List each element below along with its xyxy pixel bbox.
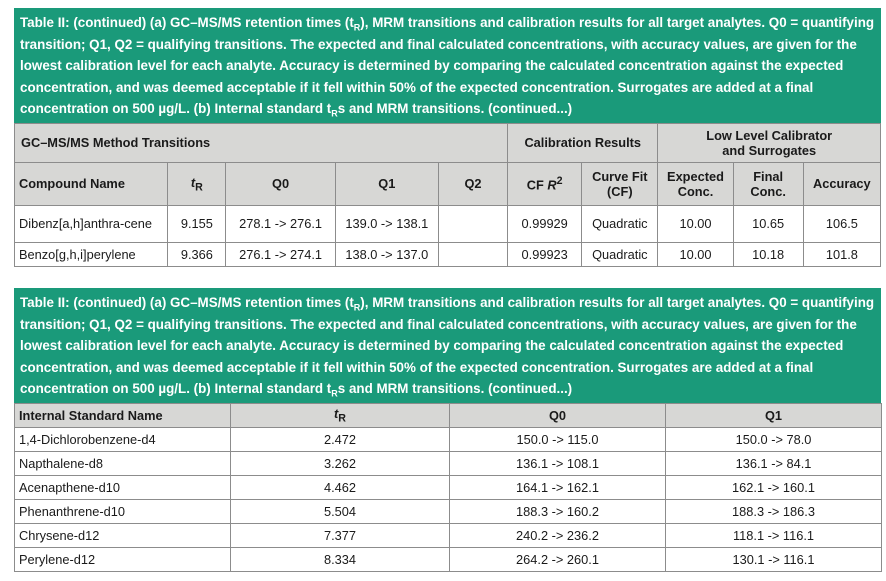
cell-accuracy: 106.5	[803, 205, 880, 242]
col-header-cf-r2: CF $R^2$	[508, 162, 582, 205]
cell-cf-r2: 0.99923	[508, 242, 582, 266]
col-header-final: Final Conc.	[733, 162, 803, 205]
cell-q2	[438, 205, 507, 242]
col-header-tr: $t_R$	[168, 162, 226, 205]
table-row	[15, 205, 881, 242]
cell-tr: 8.334	[231, 547, 450, 571]
table-b-caption: Table II: (continued) (a) GC–MS/MS retention times $(t_R)$, MRM transitions and calibration results for all target analytes. Q0 = quantifying transition; Q1, Q2 = qualifying transitions. The expected and final calculated concentrations, with accuracy values, are given for the lowest calibration level for each analyte. Accuracy is determined by comparing the calculated concentration against the expected concentration, and was deemed acceptable if it fell within 50% of the expected concentration. Surrogates are added at a final concentration on 500 µg/L. (b) Internal standard $t_Rs$ and MRM transitions. (continued...)	[14, 288, 881, 403]
cell-is-name: Acenapthene-d10	[15, 475, 231, 499]
group-header-calibration: Calibration Results	[508, 123, 658, 162]
table-b-grid	[14, 403, 882, 572]
col-header-compound: Compound Name	[15, 162, 168, 205]
col-header-is-name: Internal Standard Name	[15, 403, 231, 427]
group-header-method: GC–MS/MS Method Transitions	[15, 123, 508, 162]
cell-is-name: Phenanthrene-d10	[15, 499, 231, 523]
cell-q0: 188.3 -> 160.2	[450, 499, 666, 523]
cell-is-name: 1,4-Dichlorobenzene-d4	[15, 427, 231, 451]
col-header-accuracy: Accuracy	[803, 162, 880, 205]
table-a-caption: Table II: (continued) (a) GC–MS/MS retention times $(t_R)$, MRM transitions and calibration results for all target analytes. Q0 = quantifying transition; Q1, Q2 = qualifying transitions. The expected and final calculated concentrations, with accuracy values, are given for the lowest calibration level for each analyte. Accuracy is determined by comparing the calculated concentration against the expected concentration, and was deemed acceptable if it fell within 50% of the expected concentration. Surrogates are added at a final concentration on 500 µg/L. (b) Internal standard $t_Rs$ and MRM transitions. (continued...)	[14, 8, 881, 123]
table-a-grid	[14, 123, 881, 267]
cell-q1: 118.1 -> 116.1	[666, 523, 882, 547]
cell-q1: 150.0 -> 78.0	[666, 427, 882, 451]
table-a	[14, 8, 881, 267]
cell-q0: 278.1 -> 276.1	[226, 205, 335, 242]
table-row	[15, 499, 882, 523]
cell-tr: 9.366	[168, 242, 226, 266]
cell-is-name: Chrysene-d12	[15, 523, 231, 547]
col-header-q1: Q1	[335, 162, 438, 205]
cell-q0: 264.2 -> 260.1	[450, 547, 666, 571]
table-row	[15, 547, 882, 571]
cell-q0: 136.1 -> 108.1	[450, 451, 666, 475]
cell-q0: 150.0 -> 115.0	[450, 427, 666, 451]
cell-compound: Benzo[g,h,i]perylene	[15, 242, 168, 266]
cell-final: 10.65	[733, 205, 803, 242]
table-row	[15, 427, 882, 451]
cell-tr: 5.504	[231, 499, 450, 523]
cell-final: 10.18	[733, 242, 803, 266]
cell-expected: 10.00	[658, 242, 733, 266]
cell-tr: 4.462	[231, 475, 450, 499]
table-row	[15, 242, 881, 266]
cell-tr: 3.262	[231, 451, 450, 475]
col-header-q2: Q2	[438, 162, 507, 205]
cell-cf-r2: 0.99929	[508, 205, 582, 242]
table-row	[15, 523, 882, 547]
cell-q1: 138.0 -> 137.0	[335, 242, 438, 266]
col-header-tr: $t_R$	[231, 403, 450, 427]
col-header-expected: Expected Conc.	[658, 162, 733, 205]
cell-q1: 130.1 -> 116.1	[666, 547, 882, 571]
cell-q1: 139.0 -> 138.1	[335, 205, 438, 242]
cell-tr: 2.472	[231, 427, 450, 451]
cell-q2	[438, 242, 507, 266]
cell-expected: 10.00	[658, 205, 733, 242]
cell-curve-fit: Quadratic	[582, 205, 658, 242]
cell-is-name: Perylene-d12	[15, 547, 231, 571]
col-header-q1: Q1	[666, 403, 882, 427]
col-header-q0: Q0	[226, 162, 335, 205]
col-header-q0: Q0	[450, 403, 666, 427]
table-row	[15, 451, 882, 475]
cell-tr: 7.377	[231, 523, 450, 547]
cell-q0: 164.1 -> 162.1	[450, 475, 666, 499]
group-header-low-level: Low Level Calibrator and Surrogates	[658, 123, 881, 162]
cell-q0: 276.1 -> 274.1	[226, 242, 335, 266]
cell-curve-fit: Quadratic	[582, 242, 658, 266]
cell-q1: 188.3 -> 186.3	[666, 499, 882, 523]
table-b	[14, 288, 881, 572]
cell-q1: 162.1 -> 160.1	[666, 475, 882, 499]
table-row	[15, 475, 882, 499]
cell-accuracy: 101.8	[803, 242, 880, 266]
cell-compound: Dibenz[a,h]anthra-cene	[15, 205, 168, 242]
cell-is-name: Napthalene-d8	[15, 451, 231, 475]
cell-q0: 240.2 -> 236.2	[450, 523, 666, 547]
cell-q1: 136.1 -> 84.1	[666, 451, 882, 475]
col-header-curve-fit: Curve Fit (CF)	[582, 162, 658, 205]
cell-tr: 9.155	[168, 205, 226, 242]
